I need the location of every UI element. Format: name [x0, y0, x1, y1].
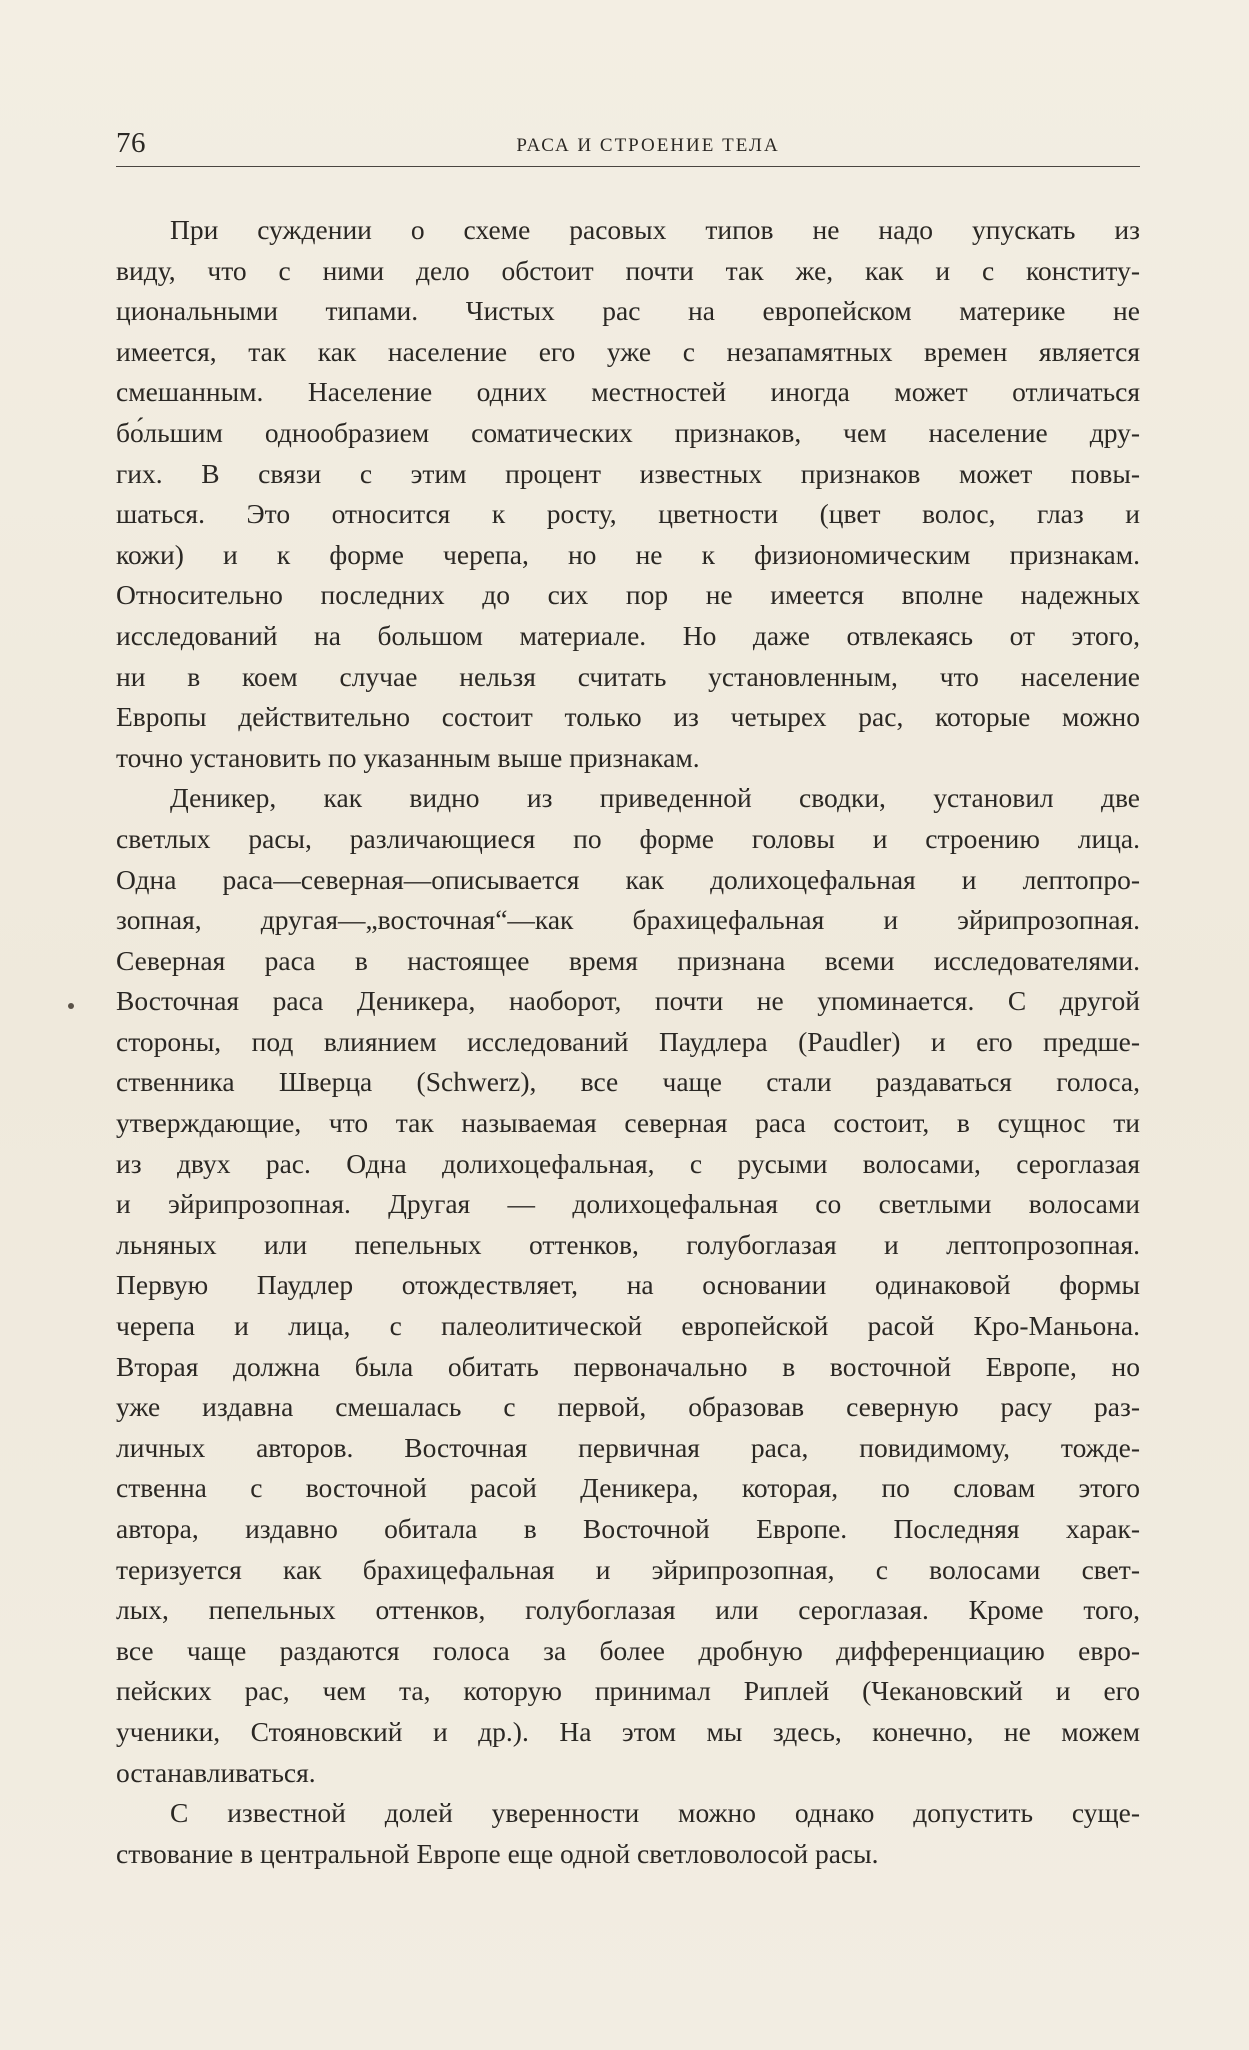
text-line: стороны, под влиянием исследований Паудлера (Paudler) и его предше- — [116, 1025, 1140, 1057]
text-line: бо́льшим однообразием соматических признаков, чем население дру- — [116, 416, 1140, 448]
text-line: лых, пепельных оттенков, голубоглазая или сероглазая. Кроме того, — [116, 1594, 1140, 1626]
text-line: шаться. Это относится к росту, цветности (цвет волос, глаз и — [116, 498, 1140, 530]
text-line: уже издавна смешалась с первой, образовав северную расу раз- — [116, 1391, 1140, 1423]
text-line: Первую Паудлер отождествляет, на основании одинаковой формы — [116, 1269, 1140, 1301]
text-line: смешанным. Население одних местностей иногда может отличаться — [116, 376, 1140, 408]
page-number: 76 — [116, 127, 146, 159]
paragraph-3 — [116, 1793, 1140, 1874]
text-line: автора, издавно обитала в Восточной Европе. Последняя харак- — [116, 1513, 1140, 1544]
paragraph-1 — [116, 210, 1140, 778]
text-line: и эйрипрозопная. Другая — долихоцефальная со светлыми волосами — [116, 1188, 1140, 1220]
text-line: исследований на большом материале. Но даже отвлекаясь от этого, — [116, 619, 1140, 651]
text-line: льняных или пепельных оттенков, голубоглазая и лептопрозопная. — [116, 1228, 1140, 1260]
text-line: имеется, так как население его уже с незапамятных времен является — [116, 335, 1140, 367]
text-line: светлых расы, различающиеся по форме головы и строению лица. — [116, 822, 1140, 854]
text-line: кожи) и к форме черепа, но не к физиономическим признакам. — [116, 538, 1140, 570]
text-line: зопная, другая—„восточная“—как брахицефальная и эйрипрозопная. — [116, 904, 1140, 936]
text-line: ственника Шверца (Schwerz), все чаще стали раздаваться голоса, — [116, 1066, 1140, 1098]
text-line: Европы действительно состоит только из четырех рас, которые можно — [116, 701, 1140, 733]
text-line: пейских рас, чем та, которую принимал Риплей (Чекановский и его — [116, 1675, 1140, 1707]
text-line: ствование в центральной Европе еще одной светловолосой расы. — [116, 1837, 879, 1869]
running-header — [116, 126, 1140, 167]
text-line: Относительно последних до сих пор не имеется вполне надежных — [116, 579, 1140, 611]
text-line: останавливаться. — [116, 1756, 316, 1788]
text-line: виду, что с ними дело обстоит почти так же, как и с конститу- — [116, 254, 1140, 286]
text-line: ученики, Стояновский и др.). На этом мы здесь, конечно, не можем — [116, 1715, 1140, 1747]
margin-speck — [68, 1003, 74, 1009]
text-line: ственна с восточной расой Деникера, которая, по словам этого — [116, 1472, 1140, 1504]
text-line: теризуется как брахицефальная и эйрипрозопная, с волосами свет- — [116, 1553, 1140, 1585]
text-line: личных авторов. Восточная первичная раса, повидимому, тожде- — [116, 1431, 1140, 1463]
running-title: РАСА И СТРОЕНИЕ ТЕЛА — [516, 135, 780, 156]
text-line: Восточная раса Деникера, наоборот, почти не упоминается. С другой — [116, 985, 1140, 1017]
text-line: гих. В связи с этим процент известных признаков может повы- — [116, 457, 1140, 489]
body-text — [116, 210, 1140, 1874]
text-line: При суждении о схеме расовых типов не надо упускать из — [170, 214, 1140, 245]
text-line: утверждающие, что так называемая северная раса состоит, в сущнос ти — [116, 1107, 1140, 1139]
text-line: черепа и лица, с палеолитической европейской расой Кро-Маньона. — [116, 1310, 1140, 1342]
text-line: циональными типами. Чистых рас на европейском материке не — [116, 295, 1140, 327]
text-line: Вторая должна была обитать первоначально в восточной Европе, но — [116, 1350, 1140, 1382]
text-line: Одна раса—северная—описывается как долихоцефальная и лептопро- — [116, 863, 1140, 895]
paragraph-2 — [116, 778, 1140, 1793]
text-line: С известной долей уверенности можно однако допустить суще- — [170, 1797, 1140, 1829]
text-line: точно установить по указанным выше признакам. — [116, 741, 700, 773]
text-line: все чаще раздаются голоса за более дробную дифференциацию евро- — [116, 1634, 1140, 1666]
text-line: Северная раса в настоящее время признана всеми исследователями. — [116, 944, 1140, 976]
text-line: Деникер, как видно из приведенной сводки, установил две — [170, 782, 1140, 814]
text-line: ни в коем случае нельзя считать установленным, что население — [116, 660, 1140, 692]
text-line: из двух рас. Одна долихоцефальная, с русыми волосами, сероглазая — [116, 1147, 1140, 1179]
